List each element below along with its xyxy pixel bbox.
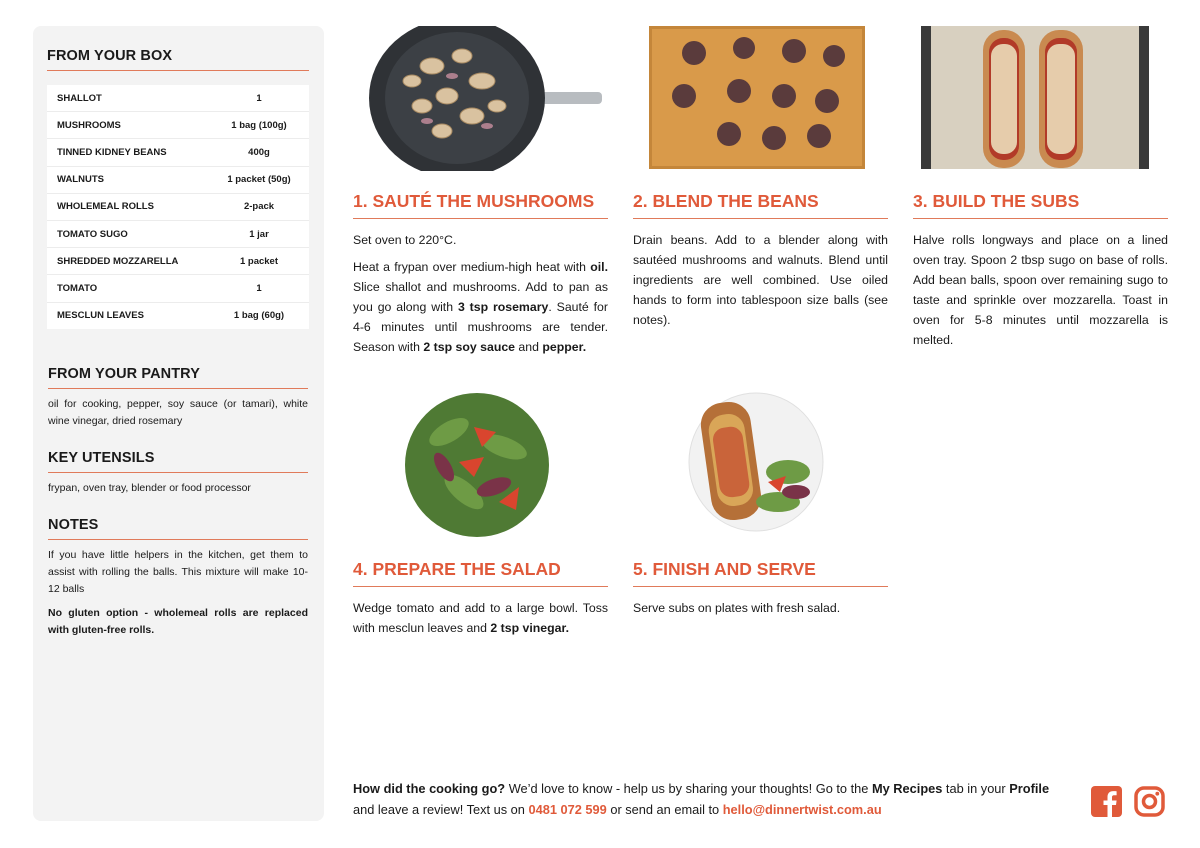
step5-title: 5. FINISH AND SERVE xyxy=(633,559,888,587)
step-3 xyxy=(913,191,1168,357)
ingredient-row xyxy=(47,85,309,112)
pantry-utensils-notes xyxy=(48,366,308,639)
ingredient-qty: 1 bag (100g) xyxy=(231,119,287,131)
step-1 xyxy=(353,191,608,364)
step2-image-bean-balls-board xyxy=(649,26,865,169)
ingredient-qty: 1 bag (60g) xyxy=(233,310,285,322)
step1-method: Heat a frypan over medium-high heat with oil. Slice shallot and mushrooms. Add to pan as you go along with 3 tsp rosemary. Sauté for 4-6 minutes until mushrooms are tender. Season with 2 tsp soy sauce and pepper. xyxy=(353,260,608,354)
ingredient-name: WHOLEMEAL ROLLS xyxy=(57,201,154,213)
step5-image-plated-sub xyxy=(688,392,824,532)
step-2 xyxy=(633,191,888,337)
ingredient-name: TOMATO xyxy=(57,282,98,294)
ingredient-qty: 1 packet (50g) xyxy=(227,174,291,186)
feedback-footer: How did the cooking go? We’d love to know - help us by sharing your thoughts! Go to the My Recipes tab in your Profile and leave a review! Text us on 0481 072 599 or send an email to hello@dinnertwist.com.au xyxy=(353,781,1050,817)
step4-title: 4. PREPARE THE SALAD xyxy=(353,559,608,587)
ingredient-row xyxy=(47,248,309,275)
key-utensils-title: KEY UTENSILS xyxy=(48,450,308,473)
ingredient-name: SHALLOT xyxy=(57,92,102,104)
ingredient-name: WALNUTS xyxy=(57,174,104,186)
from-your-box-title: FROM YOUR BOX xyxy=(47,48,309,71)
ingredient-name: TINNED KIDNEY BEANS xyxy=(57,146,167,158)
profile-link[interactable]: Profile xyxy=(1009,781,1050,796)
ingredient-name: TOMATO SUGO xyxy=(57,228,128,240)
my-recipes-link[interactable]: My Recipes xyxy=(871,781,943,796)
ingredient-row xyxy=(47,275,309,302)
step2-title: 2. BLEND THE BEANS xyxy=(633,191,888,219)
step3-title: 3. BUILD THE SUBS xyxy=(913,191,1168,219)
step-5 xyxy=(633,559,888,625)
ingredient-qty: 1 packet xyxy=(239,255,279,267)
step4-image-salad-bowl xyxy=(404,392,550,538)
step-4 xyxy=(353,559,608,645)
step5-body: Serve subs on plates with fresh salad. xyxy=(633,601,841,615)
step2-body: Drain beans. Add to a blender along with sautéed mushrooms and walnuts. Blend until ingredients are well combined. Use oiled hands to form into tablespoon size balls (see notes). xyxy=(633,233,888,327)
notes-text: If you have little helpers in the kitchen, get them to assist with rolling the balls. This mixture will make 10-12 balls xyxy=(48,549,308,595)
ingredient-row xyxy=(47,139,309,166)
utensils-text: frypan, oven tray, blender or food processor xyxy=(48,482,251,494)
email-link[interactable]: hello@dinnertwist.com.au xyxy=(722,802,882,817)
step1-oven: Set oven to 220°C. xyxy=(353,233,457,247)
ingredient-qty: 400g xyxy=(248,146,270,158)
ingredient-name: SHREDDED MOZZARELLA xyxy=(57,255,179,267)
step1-title: 1. SAUTÉ THE MUSHROOMS xyxy=(353,191,608,219)
ingredient-row xyxy=(47,112,309,139)
ingredient-row xyxy=(47,194,309,221)
ingredient-qty: 1 jar xyxy=(249,228,269,240)
ingredient-row xyxy=(47,221,309,248)
ingredient-row xyxy=(47,167,309,194)
notes-gluten-text: No gluten option - wholemeal rolls are replaced with gluten-free rolls. xyxy=(48,607,308,636)
ingredient-qty: 1 xyxy=(256,282,262,294)
facebook-icon[interactable] xyxy=(1091,786,1122,822)
phone-link[interactable]: 0481 072 599 xyxy=(528,802,607,817)
pantry-text: oil for cooking, pepper, soy sauce (or tamari), white wine vinegar, dried rosemary xyxy=(48,398,308,427)
step3-body: Halve rolls longways and place on a lined oven tray. Spoon 2 tbsp sugo on base of rolls. Add bean balls, spoon over remaining sugo to taste and sprinkle over mozzarella. Toast in oven for 5-8 minutes until mozzarella is melted. xyxy=(913,233,1168,347)
ingredient-name: MUSHROOMS xyxy=(57,119,121,131)
step4-body: Wedge tomato and add to a large bowl. Toss with mesclun leaves and 2 tsp vinegar. xyxy=(353,601,608,635)
step1-body xyxy=(353,230,608,357)
ingredient-name: MESCLUN LEAVES xyxy=(57,310,144,322)
step1-image-mushrooms-frypan xyxy=(352,26,608,171)
ingredients-sidebar xyxy=(33,26,324,821)
instagram-icon[interactable] xyxy=(1134,786,1165,822)
notes-title: NOTES xyxy=(48,517,308,540)
from-your-pantry-title: FROM YOUR PANTRY xyxy=(48,366,308,389)
from-your-box-section xyxy=(47,48,309,329)
step3-image-subs-tray xyxy=(921,26,1149,169)
ingredient-qty: 2-pack xyxy=(243,201,275,213)
ingredients-table xyxy=(47,85,309,329)
ingredient-qty: 1 xyxy=(256,92,262,104)
ingredient-row xyxy=(47,303,309,329)
